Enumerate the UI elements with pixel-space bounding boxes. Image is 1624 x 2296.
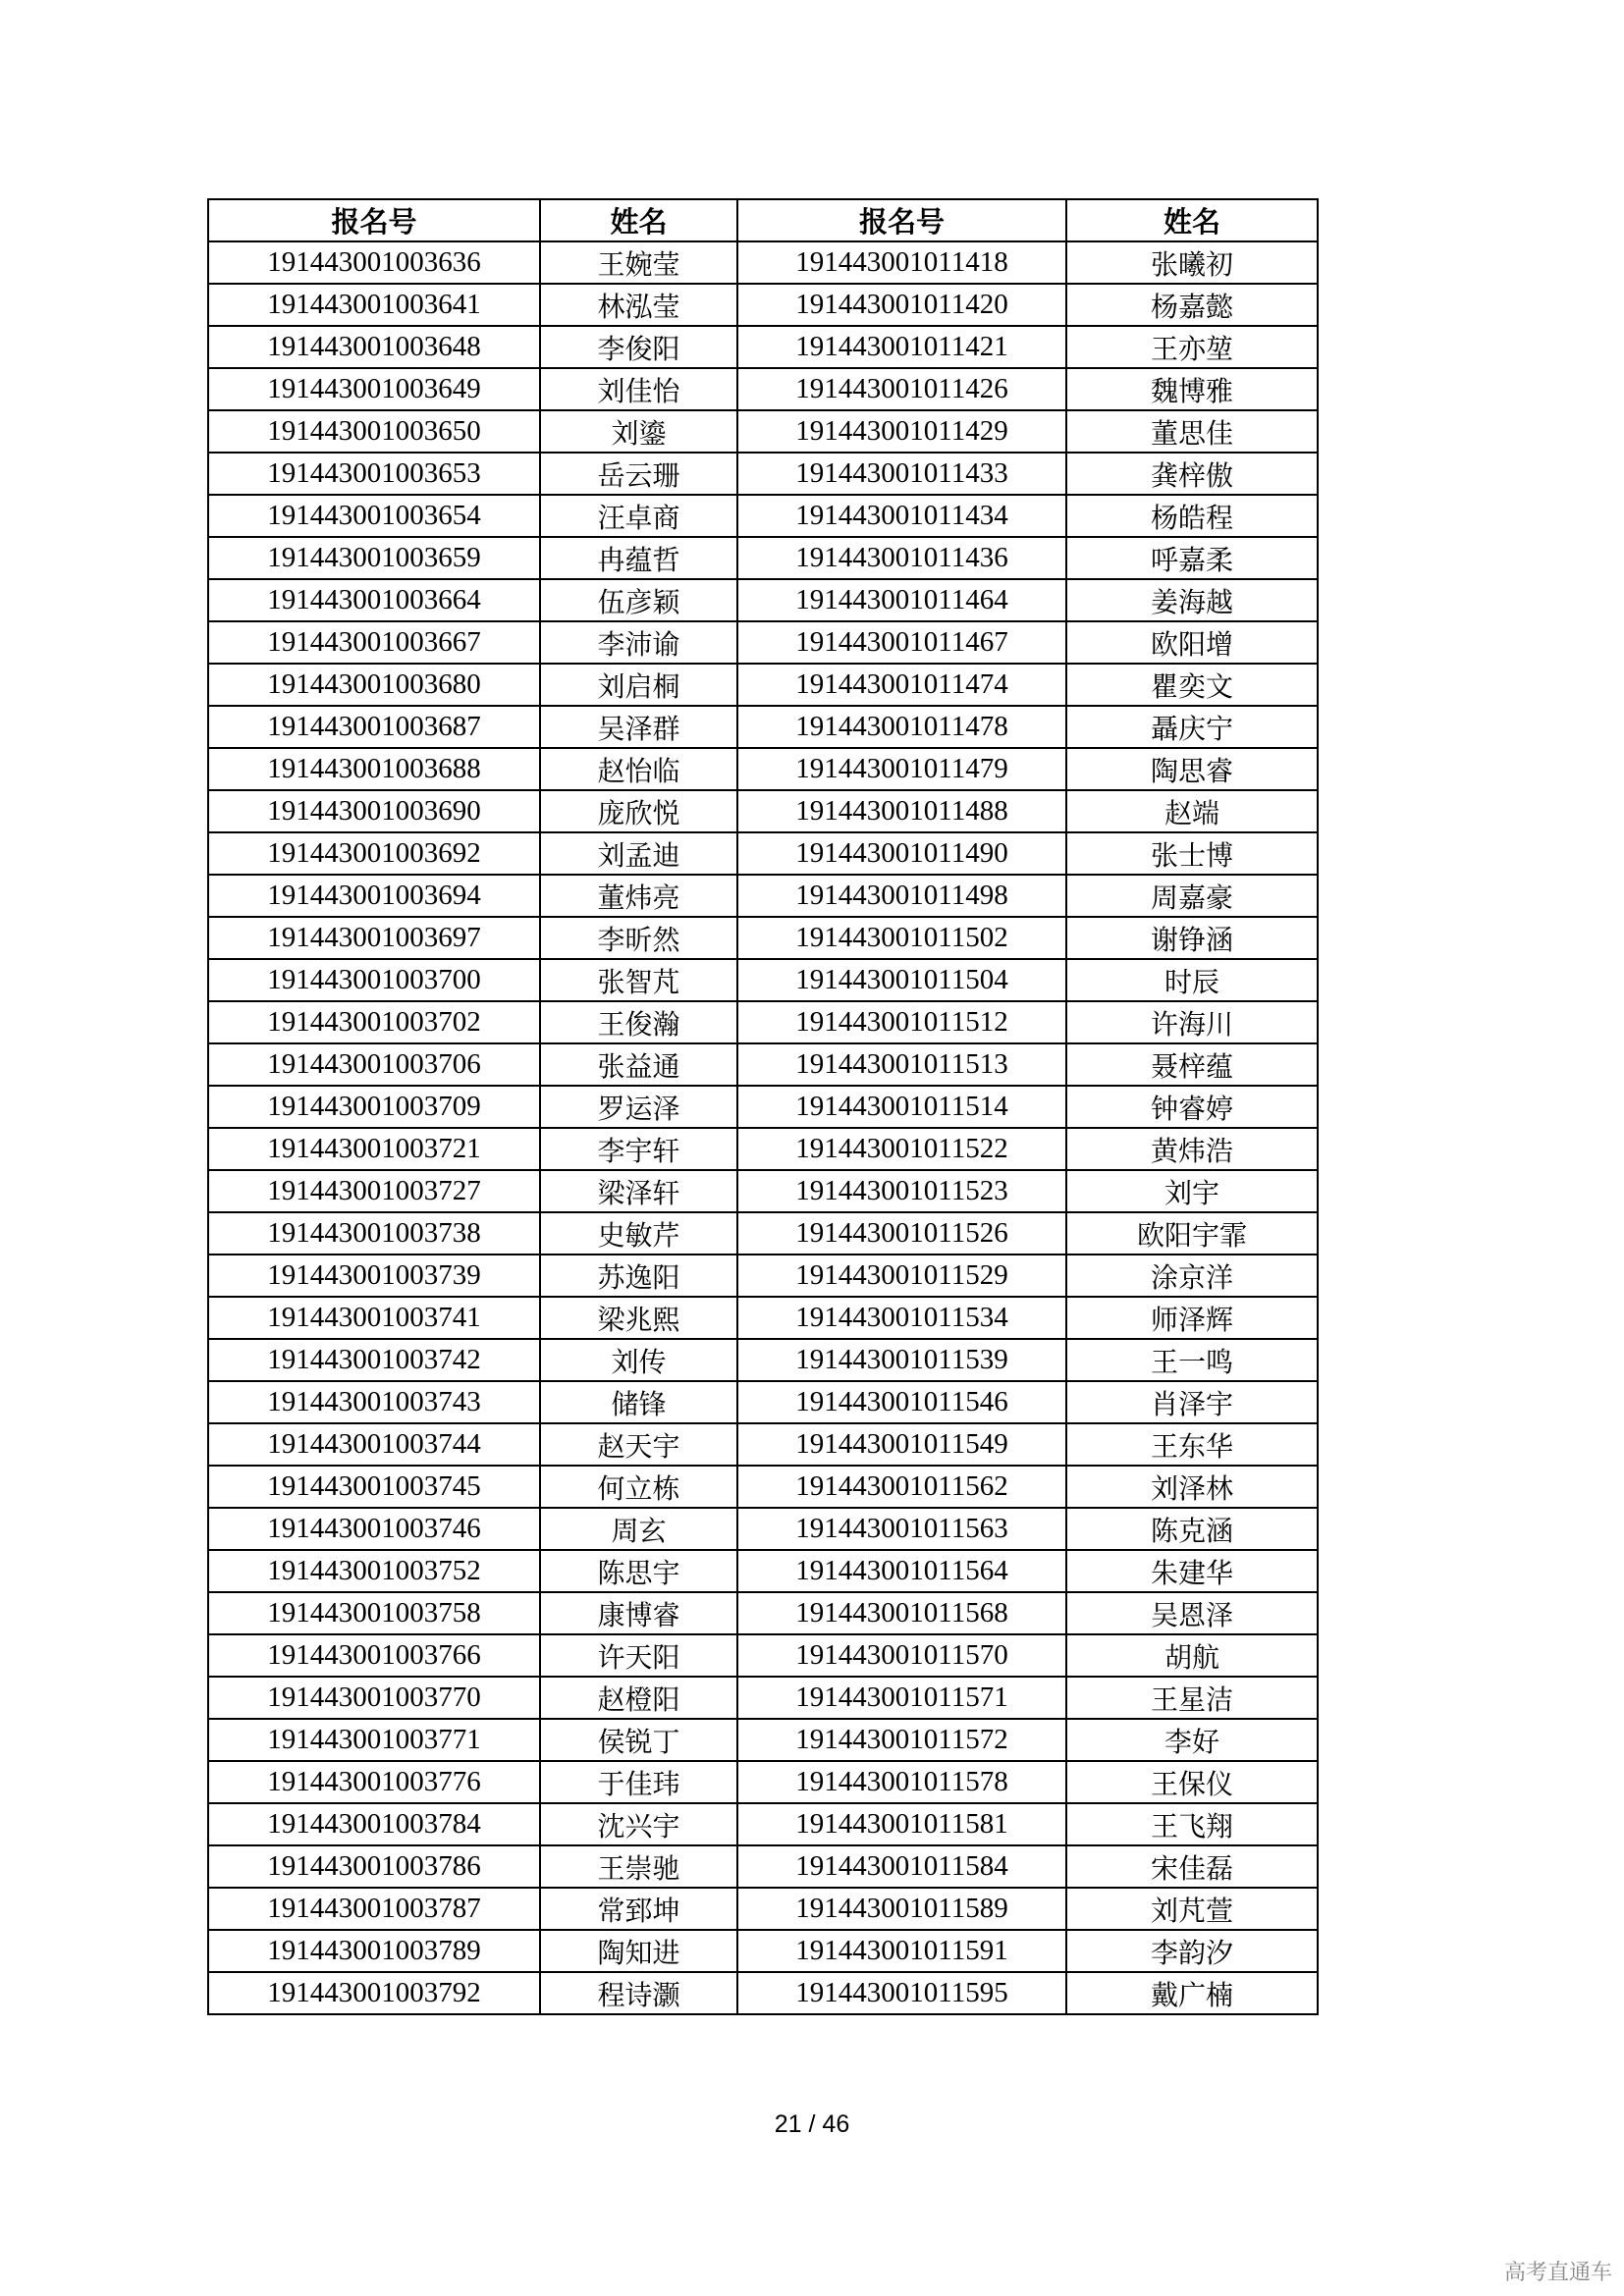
registration-number-cell: 191443001011529 — [737, 1255, 1066, 1297]
registration-number-cell: 191443001003789 — [208, 1930, 540, 1972]
registration-number-cell: 191443001003787 — [208, 1888, 540, 1930]
student-name-cell: 许天阳 — [540, 1634, 737, 1677]
registration-number-cell: 191443001011581 — [737, 1803, 1066, 1845]
registration-number-cell: 191443001011539 — [737, 1339, 1066, 1381]
registration-number-cell: 191443001003721 — [208, 1128, 540, 1170]
table-row — [208, 537, 1318, 579]
student-name-cell: 董思佳 — [1066, 410, 1318, 453]
registration-number-cell: 191443001003664 — [208, 579, 540, 621]
registration-number-cell: 191443001011562 — [737, 1466, 1066, 1508]
registration-number-cell: 191443001011421 — [737, 326, 1066, 368]
student-name-cell: 苏逸阳 — [540, 1255, 737, 1297]
registration-number-cell: 191443001003746 — [208, 1508, 540, 1550]
table-row — [208, 1972, 1318, 2014]
student-name-cell: 黄炜浩 — [1066, 1128, 1318, 1170]
registration-number-cell: 191443001003650 — [208, 410, 540, 453]
student-name-cell: 梁兆熙 — [540, 1297, 737, 1339]
student-name-cell: 王保仪 — [1066, 1761, 1318, 1803]
header-registration-number: 报名号 — [208, 199, 540, 241]
registration-number-cell: 191443001003636 — [208, 241, 540, 284]
registration-number-cell: 191443001011589 — [737, 1888, 1066, 1930]
registration-number-cell: 191443001003786 — [208, 1845, 540, 1888]
registration-number-cell: 191443001011436 — [737, 537, 1066, 579]
table-row — [208, 1888, 1318, 1930]
registration-number-cell: 191443001011522 — [737, 1128, 1066, 1170]
registration-number-cell: 191443001003700 — [208, 959, 540, 1001]
registration-number-cell: 191443001003776 — [208, 1761, 540, 1803]
student-name-cell: 李沛谕 — [540, 621, 737, 664]
registration-number-cell: 191443001003771 — [208, 1719, 540, 1761]
registration-number-cell: 191443001003766 — [208, 1634, 540, 1677]
student-name-cell: 庞欣悦 — [540, 790, 737, 832]
registration-number-cell: 191443001003692 — [208, 832, 540, 875]
registration-number-cell: 191443001003770 — [208, 1677, 540, 1719]
registration-number-cell: 191443001011546 — [737, 1381, 1066, 1423]
table-row — [208, 1550, 1318, 1592]
student-name-cell: 梁泽轩 — [540, 1170, 737, 1212]
student-name-cell: 罗运泽 — [540, 1086, 737, 1128]
student-name-cell: 张益通 — [540, 1043, 737, 1086]
registration-number-cell: 191443001011523 — [737, 1170, 1066, 1212]
watermark: 高考直通车 — [1503, 2261, 1612, 2285]
student-name-cell: 赵端 — [1066, 790, 1318, 832]
student-name-cell: 陈思宇 — [540, 1550, 737, 1592]
registration-number-cell: 191443001011434 — [737, 495, 1066, 537]
table-row — [208, 1001, 1318, 1043]
student-name-cell: 刘芃萱 — [1066, 1888, 1318, 1930]
table-row — [208, 1086, 1318, 1128]
table-row — [208, 1212, 1318, 1255]
registration-number-cell: 191443001011433 — [737, 453, 1066, 495]
table-row — [208, 1845, 1318, 1888]
registration-number-cell: 191443001011502 — [737, 917, 1066, 959]
student-name-cell: 呼嘉柔 — [1066, 537, 1318, 579]
registration-number-cell: 191443001011584 — [737, 1845, 1066, 1888]
student-name-cell: 王星洁 — [1066, 1677, 1318, 1719]
student-name-cell: 周玄 — [540, 1508, 737, 1550]
student-name-cell: 聂梓蕴 — [1066, 1043, 1318, 1086]
student-name-cell: 刘佳怡 — [540, 368, 737, 410]
student-name-cell: 张士博 — [1066, 832, 1318, 875]
table-row — [208, 1719, 1318, 1761]
table-row — [208, 790, 1318, 832]
table-row — [208, 664, 1318, 706]
header-name: 姓名 — [1066, 199, 1318, 241]
table-row — [208, 1930, 1318, 1972]
student-name-cell: 李韵汐 — [1066, 1930, 1318, 1972]
registration-number-cell: 191443001011464 — [737, 579, 1066, 621]
table-row — [208, 1508, 1318, 1550]
student-name-cell: 王婉莹 — [540, 241, 737, 284]
student-name-cell: 于佳玮 — [540, 1761, 737, 1803]
student-name-cell: 刘宇 — [1066, 1170, 1318, 1212]
registration-number-cell: 191443001011429 — [737, 410, 1066, 453]
registration-number-cell: 191443001011467 — [737, 621, 1066, 664]
student-name-cell: 周嘉豪 — [1066, 875, 1318, 917]
table-header-row — [208, 199, 1318, 241]
registration-number-cell: 191443001003758 — [208, 1592, 540, 1634]
student-name-cell: 刘泽林 — [1066, 1466, 1318, 1508]
student-name-cell: 李俊阳 — [540, 326, 737, 368]
table-row — [208, 1043, 1318, 1086]
registration-number-cell: 191443001003744 — [208, 1423, 540, 1466]
table-row — [208, 1255, 1318, 1297]
table-row — [208, 959, 1318, 1001]
registration-number-cell: 191443001003792 — [208, 1972, 540, 2014]
registration-number-cell: 191443001003688 — [208, 748, 540, 790]
table-row — [208, 1297, 1318, 1339]
table-row — [208, 1381, 1318, 1423]
registration-number-cell: 191443001003738 — [208, 1212, 540, 1255]
registration-number-cell: 191443001011514 — [737, 1086, 1066, 1128]
registration-number-cell: 191443001011549 — [737, 1423, 1066, 1466]
student-name-cell: 师泽辉 — [1066, 1297, 1318, 1339]
student-name-cell: 林泓莹 — [540, 284, 737, 326]
student-name-cell: 刘鎏 — [540, 410, 737, 453]
table-row — [208, 1634, 1318, 1677]
registration-number-cell: 191443001011526 — [737, 1212, 1066, 1255]
registration-number-cell: 191443001003654 — [208, 495, 540, 537]
table-row — [208, 453, 1318, 495]
table-row — [208, 284, 1318, 326]
table-row — [208, 1677, 1318, 1719]
student-name-cell: 吴泽群 — [540, 706, 737, 748]
table-row — [208, 875, 1318, 917]
student-name-cell: 王一鸣 — [1066, 1339, 1318, 1381]
registration-number-cell: 191443001011568 — [737, 1592, 1066, 1634]
student-name-cell: 李宇轩 — [540, 1128, 737, 1170]
student-name-cell: 谢铮涵 — [1066, 917, 1318, 959]
registration-number-cell: 191443001011420 — [737, 284, 1066, 326]
table-row — [208, 748, 1318, 790]
student-name-cell: 肖泽宇 — [1066, 1381, 1318, 1423]
student-name-cell: 赵怡临 — [540, 748, 737, 790]
registration-number-cell: 191443001003743 — [208, 1381, 540, 1423]
registration-number-cell: 191443001003745 — [208, 1466, 540, 1508]
student-name-cell: 龚梓傲 — [1066, 453, 1318, 495]
student-name-cell: 赵天宇 — [540, 1423, 737, 1466]
student-name-cell: 欧阳增 — [1066, 621, 1318, 664]
registration-number-cell: 191443001011571 — [737, 1677, 1066, 1719]
student-name-cell: 李好 — [1066, 1719, 1318, 1761]
student-name-cell: 吴恩泽 — [1066, 1592, 1318, 1634]
registration-number-cell: 191443001011418 — [737, 241, 1066, 284]
registration-number-cell: 191443001003784 — [208, 1803, 540, 1845]
student-name-cell: 汪卓商 — [540, 495, 737, 537]
student-name-cell: 姜海越 — [1066, 579, 1318, 621]
student-name-cell: 张智芃 — [540, 959, 737, 1001]
header-name: 姓名 — [540, 199, 737, 241]
student-name-cell: 冉蕴哲 — [540, 537, 737, 579]
table-row — [208, 579, 1318, 621]
registration-number-cell: 191443001011564 — [737, 1550, 1066, 1592]
registration-number-cell: 191443001003709 — [208, 1086, 540, 1128]
registration-number-cell: 191443001003706 — [208, 1043, 540, 1086]
table-row — [208, 1761, 1318, 1803]
student-name-cell: 钟睿婷 — [1066, 1086, 1318, 1128]
student-name-cell: 董炜亮 — [540, 875, 737, 917]
table-row — [208, 1423, 1318, 1466]
table-row — [208, 1339, 1318, 1381]
registration-number-cell: 191443001003702 — [208, 1001, 540, 1043]
student-name-cell: 刘启桐 — [540, 664, 737, 706]
student-name-cell: 王东华 — [1066, 1423, 1318, 1466]
registration-number-cell: 191443001011572 — [737, 1719, 1066, 1761]
student-name-cell: 何立栋 — [540, 1466, 737, 1508]
student-name-cell: 欧阳宇霏 — [1066, 1212, 1318, 1255]
registration-number-cell: 191443001003649 — [208, 368, 540, 410]
student-name-cell: 戴广楠 — [1066, 1972, 1318, 2014]
registration-number-cell: 191443001003653 — [208, 453, 540, 495]
registration-number-cell: 191443001011504 — [737, 959, 1066, 1001]
student-name-cell: 刘孟迪 — [540, 832, 737, 875]
student-name-cell: 瞿奕文 — [1066, 664, 1318, 706]
registration-number-cell: 191443001003667 — [208, 621, 540, 664]
student-name-cell: 时辰 — [1066, 959, 1318, 1001]
table-row — [208, 1803, 1318, 1845]
table-row — [208, 326, 1318, 368]
student-name-cell: 王俊瀚 — [540, 1001, 737, 1043]
student-name-cell: 程诗灏 — [540, 1972, 737, 2014]
registration-number-cell: 191443001003694 — [208, 875, 540, 917]
student-name-cell: 涂京洋 — [1066, 1255, 1318, 1297]
student-name-cell: 李昕然 — [540, 917, 737, 959]
table-row — [208, 368, 1318, 410]
registration-number-cell: 191443001003641 — [208, 284, 540, 326]
student-name-cell: 王亦堃 — [1066, 326, 1318, 368]
registration-number-cell: 191443001011595 — [737, 1972, 1066, 2014]
student-name-cell: 魏博雅 — [1066, 368, 1318, 410]
table-row — [208, 495, 1318, 537]
student-name-cell: 王崇驰 — [540, 1845, 737, 1888]
table-row — [208, 621, 1318, 664]
student-name-cell: 陶思睿 — [1066, 748, 1318, 790]
registration-number-cell: 191443001011578 — [737, 1761, 1066, 1803]
registration-number-cell: 191443001003697 — [208, 917, 540, 959]
registration-number-cell: 191443001011534 — [737, 1297, 1066, 1339]
table-row — [208, 832, 1318, 875]
student-name-cell: 胡航 — [1066, 1634, 1318, 1677]
table-row — [208, 706, 1318, 748]
registration-number-cell: 191443001011498 — [737, 875, 1066, 917]
admission-list-table — [207, 198, 1319, 2015]
student-name-cell: 宋佳磊 — [1066, 1845, 1318, 1888]
registration-number-cell: 191443001003659 — [208, 537, 540, 579]
student-name-cell: 杨嘉懿 — [1066, 284, 1318, 326]
student-name-cell: 王飞翔 — [1066, 1803, 1318, 1845]
registration-number-cell: 191443001011570 — [737, 1634, 1066, 1677]
table-row — [208, 917, 1318, 959]
registration-number-cell: 191443001011426 — [737, 368, 1066, 410]
registration-number-cell: 191443001003727 — [208, 1170, 540, 1212]
registration-number-cell: 191443001011490 — [737, 832, 1066, 875]
registration-number-cell: 191443001003752 — [208, 1550, 540, 1592]
student-name-cell: 伍彦颖 — [540, 579, 737, 621]
student-name-cell: 侯锐丁 — [540, 1719, 737, 1761]
student-name-cell: 陶知进 — [540, 1930, 737, 1972]
student-name-cell: 刘传 — [540, 1339, 737, 1381]
registration-number-cell: 191443001011488 — [737, 790, 1066, 832]
student-name-cell: 岳云珊 — [540, 453, 737, 495]
table-row — [208, 1128, 1318, 1170]
student-name-cell: 康博睿 — [540, 1592, 737, 1634]
registration-number-cell: 191443001003742 — [208, 1339, 540, 1381]
student-name-cell: 史敏芹 — [540, 1212, 737, 1255]
student-name-cell: 陈克涵 — [1066, 1508, 1318, 1550]
registration-number-cell: 191443001003648 — [208, 326, 540, 368]
student-name-cell: 聶庆宁 — [1066, 706, 1318, 748]
student-name-cell: 许海川 — [1066, 1001, 1318, 1043]
registration-number-cell: 191443001011478 — [737, 706, 1066, 748]
registration-number-cell: 191443001011591 — [737, 1930, 1066, 1972]
student-name-cell: 杨皓程 — [1066, 495, 1318, 537]
student-name-cell: 储锋 — [540, 1381, 737, 1423]
student-name-cell: 朱建华 — [1066, 1550, 1318, 1592]
page-number: 21 / 46 — [774, 2110, 850, 2138]
table-row — [208, 241, 1318, 284]
registration-number-cell: 191443001003690 — [208, 790, 540, 832]
registration-number-cell: 191443001011474 — [737, 664, 1066, 706]
table-row — [208, 1466, 1318, 1508]
registration-number-cell: 191443001011512 — [737, 1001, 1066, 1043]
student-name-cell: 赵橙阳 — [540, 1677, 737, 1719]
header-registration-number: 报名号 — [737, 199, 1066, 241]
registration-number-cell: 191443001003680 — [208, 664, 540, 706]
student-name-cell: 常郅坤 — [540, 1888, 737, 1930]
table-row — [208, 1170, 1318, 1212]
table-row — [208, 1592, 1318, 1634]
registration-number-cell: 191443001011479 — [737, 748, 1066, 790]
table-row — [208, 410, 1318, 453]
student-name-cell: 沈兴宇 — [540, 1803, 737, 1845]
registration-number-cell: 191443001003687 — [208, 706, 540, 748]
registration-number-cell: 191443001011513 — [737, 1043, 1066, 1086]
registration-number-cell: 191443001011563 — [737, 1508, 1066, 1550]
student-name-cell: 张曦初 — [1066, 241, 1318, 284]
registration-number-cell: 191443001003739 — [208, 1255, 540, 1297]
registration-number-cell: 191443001003741 — [208, 1297, 540, 1339]
